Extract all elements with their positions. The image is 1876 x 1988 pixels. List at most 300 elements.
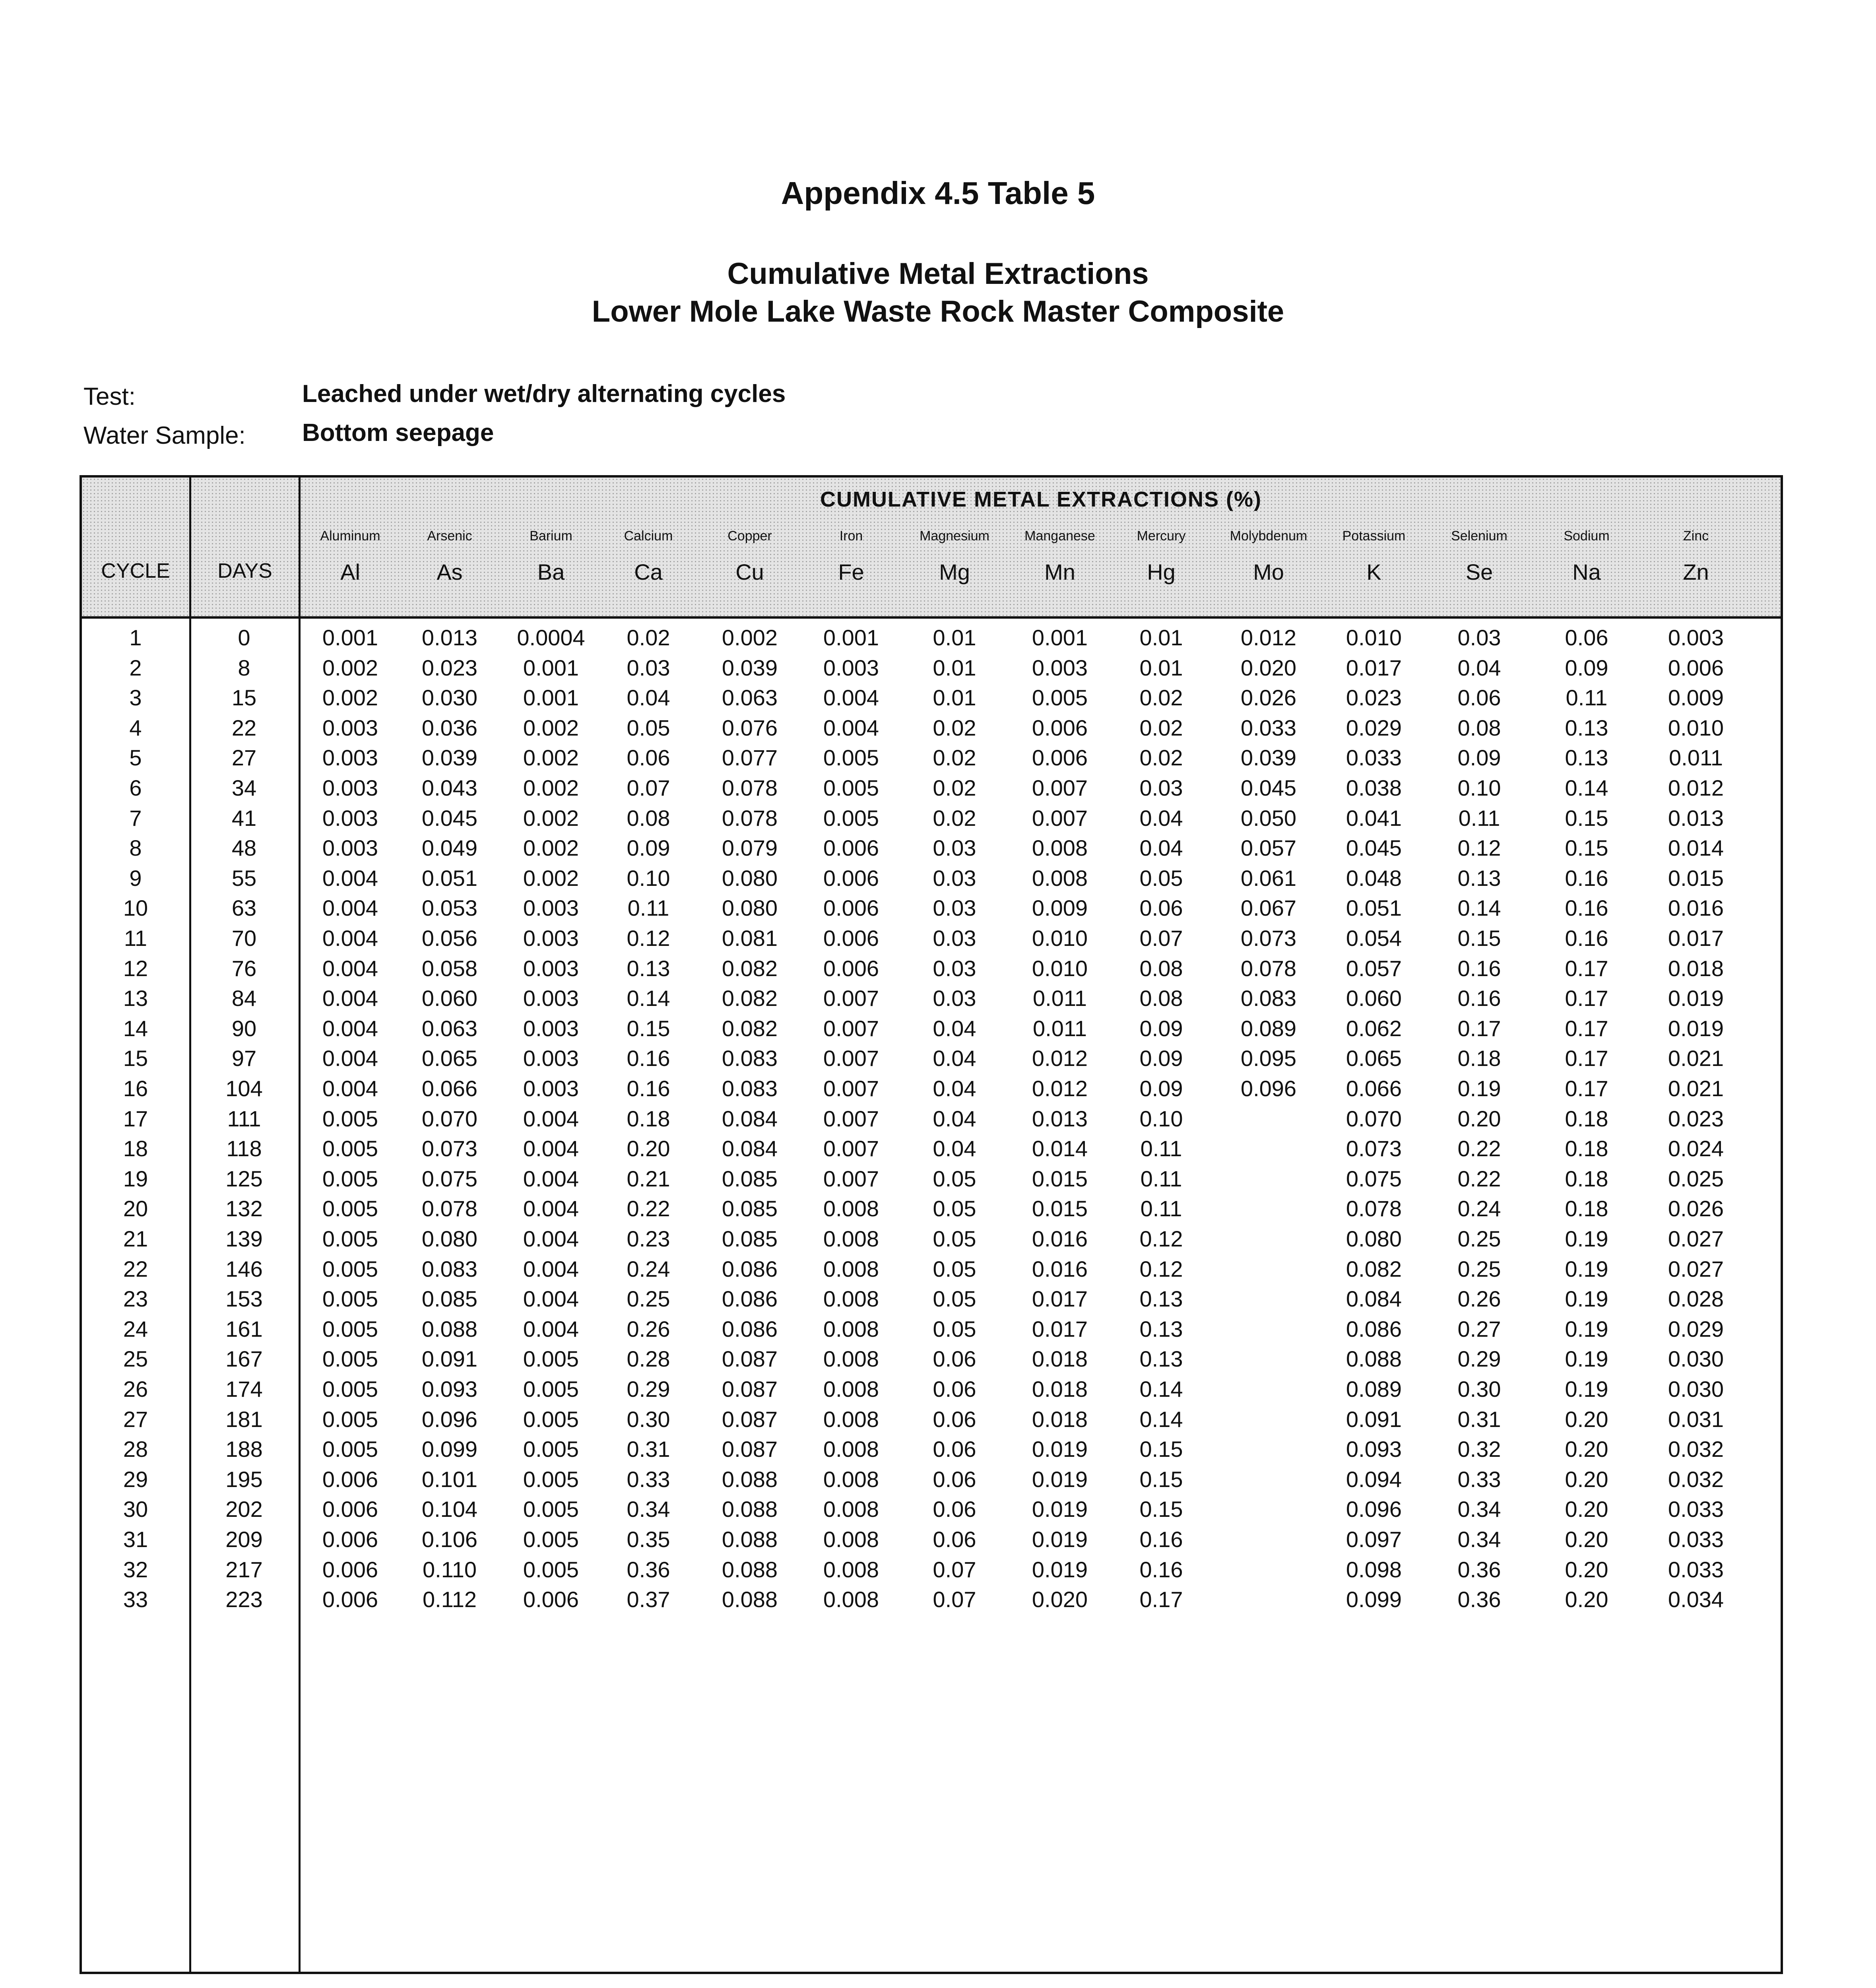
table-cell: 0.030 xyxy=(1668,1376,1724,1402)
table-cell: 0.29 xyxy=(1457,1346,1501,1372)
table-cell: 0.36 xyxy=(1457,1557,1501,1582)
element-name: Barium xyxy=(530,528,572,544)
table-cell: 0.34 xyxy=(1457,1497,1501,1522)
table-cell: 0.003 xyxy=(523,986,579,1011)
table-row xyxy=(82,685,1781,715)
table-cell: 25 xyxy=(123,1346,148,1372)
table-cell: 167 xyxy=(225,1346,263,1372)
table-cell: 0.087 xyxy=(722,1346,778,1372)
table-cell: 0.02 xyxy=(1139,745,1183,771)
table-cell: 0.008 xyxy=(823,1226,879,1251)
table-cell: 0.28 xyxy=(627,1346,670,1372)
table-cell: 0.048 xyxy=(1346,865,1402,891)
table-cell: 0.005 xyxy=(523,1557,579,1582)
table-cell: 0.088 xyxy=(722,1527,778,1552)
table-cell: 0.13 xyxy=(1565,715,1608,740)
table-cell: 0.091 xyxy=(1346,1406,1402,1432)
table-cell: 0.039 xyxy=(722,655,778,680)
table-cell: 0.101 xyxy=(421,1466,478,1492)
table-cell: 0.015 xyxy=(1032,1166,1088,1191)
table-cell: 0.020 xyxy=(1240,655,1297,680)
table-cell: 6 xyxy=(129,775,142,800)
table-cell: 9 xyxy=(129,865,142,891)
table-cell: 223 xyxy=(225,1587,263,1612)
table-cell: 2 xyxy=(129,655,142,680)
table-cell: 0.007 xyxy=(823,1166,879,1191)
table-cell: 17 xyxy=(123,1106,148,1131)
table-cell: 0.011 xyxy=(1033,986,1087,1011)
table-cell: 0.33 xyxy=(1457,1466,1501,1492)
table-cell: 0.09 xyxy=(1139,1046,1183,1071)
table-cell: 14 xyxy=(123,1015,148,1041)
table-cell: 0.13 xyxy=(1139,1346,1183,1372)
table-cell: 0.011 xyxy=(1033,1015,1087,1041)
table-cell: 0.005 xyxy=(823,745,879,771)
table-cell: 132 xyxy=(225,1196,263,1221)
table-cell: 0.003 xyxy=(322,745,378,771)
table-cell: 0.008 xyxy=(823,1346,879,1372)
table-cell: 70 xyxy=(231,926,257,951)
table-cell: 8 xyxy=(238,655,250,680)
table-cell: 0.021 xyxy=(1668,1076,1724,1101)
table-cell: 23 xyxy=(123,1286,148,1312)
table-cell: 0.006 xyxy=(823,835,879,861)
table-cell: 27 xyxy=(231,745,257,771)
table-cell: 0.013 xyxy=(421,625,478,650)
table-cell: 0.16 xyxy=(1139,1557,1183,1582)
table-cell: 0.003 xyxy=(523,1046,579,1071)
table-cell: 0.05 xyxy=(933,1256,976,1281)
table-cell: 0.003 xyxy=(322,835,378,861)
table-cell: 0.12 xyxy=(1457,835,1501,861)
element-name: Aluminum xyxy=(320,528,380,544)
table-cell: 0.049 xyxy=(421,835,478,861)
table-cell: 139 xyxy=(225,1226,263,1251)
table-cell: 0.18 xyxy=(1565,1166,1608,1191)
table-cell: 0.007 xyxy=(823,986,879,1011)
table-cell: 0.029 xyxy=(1668,1316,1724,1342)
table-cell: 0.36 xyxy=(1457,1587,1501,1612)
table-cell: 0.01 xyxy=(1139,655,1183,680)
table-cell: 0.096 xyxy=(1240,1076,1297,1101)
table-cell: 0.085 xyxy=(722,1196,778,1221)
table-row xyxy=(82,1316,1781,1346)
table-cell: 0.005 xyxy=(322,1346,378,1372)
table-cell: 0.008 xyxy=(823,1497,879,1522)
table-cell: 0.087 xyxy=(722,1406,778,1432)
table-cell: 0.02 xyxy=(933,715,976,740)
element-name: Potassium xyxy=(1342,528,1406,544)
table-cell: 0.014 xyxy=(1032,1136,1088,1161)
table-cell: 32 xyxy=(123,1557,148,1582)
table-cell: 0.10 xyxy=(1457,775,1501,800)
table-cell: 0.080 xyxy=(722,895,778,921)
table-cell: 0.010 xyxy=(1032,955,1088,981)
table-cell: 24 xyxy=(123,1316,148,1342)
table-cell: 0.015 xyxy=(1032,1196,1088,1221)
table-cell: 0.001 xyxy=(322,625,378,650)
table-cell: 34 xyxy=(231,775,257,800)
table-cell: 21 xyxy=(123,1226,148,1251)
table-cell: 0.006 xyxy=(322,1497,378,1522)
table-cell: 0.005 xyxy=(322,1106,378,1131)
table-cell: 0.07 xyxy=(1139,926,1183,951)
element-name: Manganese xyxy=(1024,528,1095,544)
table-cell: 0.008 xyxy=(823,1376,879,1402)
table-cell: 0.017 xyxy=(1346,655,1402,680)
table-cell: 0.06 xyxy=(933,1406,976,1432)
table-cell: 0.006 xyxy=(523,1587,579,1612)
table-cell: 0.03 xyxy=(933,835,976,861)
table-cell: 0.005 xyxy=(523,1437,579,1462)
element-name: Molybdenum xyxy=(1230,528,1308,544)
table-cell: 0.007 xyxy=(823,1136,879,1161)
table-cell: 0.019 xyxy=(1032,1527,1088,1552)
table-cell: 0.008 xyxy=(823,1466,879,1492)
table-cell: 0.056 xyxy=(421,926,478,951)
table-cell: 153 xyxy=(225,1286,263,1312)
table-row xyxy=(82,1106,1781,1136)
table-cell: 0.006 xyxy=(322,1587,378,1612)
table-cell: 0.013 xyxy=(1032,1106,1088,1131)
table-cell: 0.34 xyxy=(627,1497,670,1522)
table-cell: 0.083 xyxy=(722,1076,778,1101)
table-cell: 0.075 xyxy=(1346,1166,1402,1191)
table-cell: 0.04 xyxy=(933,1046,976,1071)
table-cell: 0.07 xyxy=(933,1587,976,1612)
table-cell: 0.007 xyxy=(823,1106,879,1131)
water-sample-label: Water Sample: xyxy=(83,422,246,449)
table-cell: 0.18 xyxy=(1565,1106,1608,1131)
table-cell: 0.001 xyxy=(523,655,579,680)
table-cell: 0.26 xyxy=(627,1316,670,1342)
table-cell: 0.025 xyxy=(1668,1166,1724,1191)
element-symbol: K xyxy=(1366,559,1381,584)
table-cell: 0.008 xyxy=(823,1587,879,1612)
table-cell: 0.110 xyxy=(423,1557,477,1582)
table-cell: 0.08 xyxy=(1139,955,1183,981)
table-cell: 0.18 xyxy=(627,1106,670,1131)
table-cell: 0.005 xyxy=(523,1497,579,1522)
element-symbol: Cu xyxy=(735,559,764,584)
table-cell: 0.12 xyxy=(1139,1256,1183,1281)
table-cell: 0.005 xyxy=(1032,685,1088,711)
table-cell: 0.045 xyxy=(1240,775,1297,800)
table-cell: 0.16 xyxy=(1457,955,1501,981)
table-cell: 0.07 xyxy=(627,775,670,800)
table-cell: 0.13 xyxy=(1139,1316,1183,1342)
table-cell: 0.067 xyxy=(1240,895,1297,921)
element-symbol: Na xyxy=(1572,559,1601,584)
table-cell: 0.002 xyxy=(322,655,378,680)
table-cell: 0.017 xyxy=(1032,1316,1088,1342)
element-name: Magnesium xyxy=(920,528,989,544)
table-cell: 0.26 xyxy=(1457,1286,1501,1312)
table-cell: 48 xyxy=(231,835,257,861)
table-cell: 0.15 xyxy=(1139,1497,1183,1522)
table-cell: 0.09 xyxy=(627,835,670,861)
table-cell: 0.20 xyxy=(1565,1527,1608,1552)
table-cell: 181 xyxy=(225,1406,263,1432)
table-cell: 0.016 xyxy=(1032,1256,1088,1281)
table-cell: 0.006 xyxy=(322,1466,378,1492)
table-cell: 0.005 xyxy=(523,1527,579,1552)
table-cell: 0.02 xyxy=(933,745,976,771)
table-cell: 0.20 xyxy=(1565,1497,1608,1522)
table-cell: 0.082 xyxy=(722,1015,778,1041)
table-row xyxy=(82,745,1781,775)
table-cell: 0.17 xyxy=(1139,1587,1183,1612)
table-cell: 0.05 xyxy=(933,1166,976,1191)
table-cell: 0.003 xyxy=(823,655,879,680)
table-cell: 0.005 xyxy=(523,1346,579,1372)
table-cell: 0.03 xyxy=(933,926,976,951)
table-cell: 0.04 xyxy=(1457,655,1501,680)
table-cell: 0.17 xyxy=(1565,986,1608,1011)
table-cell: 0.019 xyxy=(1668,1015,1724,1041)
table-cell: 0.026 xyxy=(1668,1196,1724,1221)
table-cell: 209 xyxy=(225,1527,263,1552)
table-cell: 76 xyxy=(231,955,257,981)
table-row xyxy=(82,805,1781,835)
table-cell: 0.005 xyxy=(322,1136,378,1161)
table-cell: 0.013 xyxy=(1668,805,1724,831)
table-cell: 0.002 xyxy=(722,625,778,650)
data-table xyxy=(80,475,1783,1974)
table-cell: 0.008 xyxy=(823,1557,879,1582)
table-cell: 0.004 xyxy=(523,1166,579,1191)
table-cell: 0.03 xyxy=(627,655,670,680)
element-symbol: Ca xyxy=(634,559,663,584)
table-cell: 0.14 xyxy=(1457,895,1501,921)
table-cell: 0.34 xyxy=(1457,1527,1501,1552)
table-cell: 0.005 xyxy=(322,1406,378,1432)
table-cell: 0.16 xyxy=(1565,926,1608,951)
table-cell: 0.002 xyxy=(523,745,579,771)
table-cell: 97 xyxy=(231,1046,257,1071)
table-cell: 0.02 xyxy=(933,775,976,800)
table-cell: 0.061 xyxy=(1240,865,1297,891)
table-cell: 0.045 xyxy=(1346,835,1402,861)
table-cell: 4 xyxy=(129,715,142,740)
table-cell: 0.003 xyxy=(523,955,579,981)
table-cell: 0.033 xyxy=(1668,1557,1724,1582)
element-symbol: Mn xyxy=(1044,559,1075,584)
table-cell: 0.22 xyxy=(627,1196,670,1221)
table-cell: 0.008 xyxy=(823,1527,879,1552)
table-cell: 0.37 xyxy=(627,1587,670,1612)
table-cell: 0.087 xyxy=(722,1376,778,1402)
table-row xyxy=(82,1076,1781,1106)
table-cell: 0.017 xyxy=(1668,926,1724,951)
table-cell: 0.083 xyxy=(722,1046,778,1071)
table-cell: 0.08 xyxy=(1139,986,1183,1011)
table-cell: 0.003 xyxy=(1032,655,1088,680)
table-cell: 0.112 xyxy=(423,1587,477,1612)
table-cell: 0.082 xyxy=(722,955,778,981)
table-cell: 0.078 xyxy=(1240,955,1297,981)
table-cell: 0.080 xyxy=(1346,1226,1402,1251)
table-cell: 0.078 xyxy=(421,1196,478,1221)
table-cell: 0.002 xyxy=(322,685,378,711)
table-cell: 0.06 xyxy=(933,1466,976,1492)
table-cell: 0.077 xyxy=(722,745,778,771)
table-cell: 0.005 xyxy=(523,1406,579,1432)
table-cell: 0.028 xyxy=(1668,1286,1724,1312)
table-cell: 0.015 xyxy=(1668,865,1724,891)
table-cell: 0.018 xyxy=(1032,1346,1088,1372)
table-cell: 0.06 xyxy=(933,1437,976,1462)
table-row xyxy=(82,715,1781,745)
table-cell: 0.009 xyxy=(1032,895,1088,921)
table-cell: 0.005 xyxy=(322,1316,378,1342)
table-cell: 111 xyxy=(227,1106,261,1131)
table-cell: 0.16 xyxy=(627,1076,670,1101)
table-cell: 0.006 xyxy=(823,895,879,921)
test-value: Leached under wet/dry alternating cycles xyxy=(302,380,786,408)
table-cell: 0.15 xyxy=(1565,835,1608,861)
table-cell: 0.003 xyxy=(322,805,378,831)
table-cell: 0.02 xyxy=(1139,715,1183,740)
table-cell: 0.04 xyxy=(933,1015,976,1041)
table-cell: 0.04 xyxy=(627,685,670,711)
table-cell: 0.005 xyxy=(322,1286,378,1312)
table-cell: 0.002 xyxy=(523,715,579,740)
table-cell: 0.02 xyxy=(933,805,976,831)
table-cell: 0.05 xyxy=(933,1286,976,1312)
table-cell: 0.012 xyxy=(1668,775,1724,800)
table-cell: 0.25 xyxy=(627,1286,670,1312)
element-name: Arsenic xyxy=(427,528,472,544)
table-cell: 0.030 xyxy=(1668,1346,1724,1372)
water-sample-value: Bottom seepage xyxy=(302,419,494,447)
table-cell: 0.14 xyxy=(1565,775,1608,800)
table-cell: 0.085 xyxy=(722,1166,778,1191)
table-cell: 16 xyxy=(123,1076,148,1101)
table-cell: 84 xyxy=(231,986,257,1011)
table-cell: 30 xyxy=(123,1497,148,1522)
table-cell: 0.034 xyxy=(1668,1587,1724,1612)
table-cell: 0.19 xyxy=(1565,1256,1608,1281)
table-row xyxy=(82,1045,1781,1076)
element-name: Selenium xyxy=(1451,528,1507,544)
table-cell: 0.16 xyxy=(1457,986,1501,1011)
table-cell: 0.03 xyxy=(933,986,976,1011)
table-cell: 11 xyxy=(124,926,147,951)
table-cell: 0.14 xyxy=(1139,1406,1183,1432)
table-cell: 0.05 xyxy=(933,1196,976,1221)
table-cell: 0.079 xyxy=(722,835,778,861)
table-cell: 0.039 xyxy=(1240,745,1297,771)
table-cell: 0.036 xyxy=(421,715,478,740)
table-cell: 0.004 xyxy=(523,1106,579,1131)
element-symbol: As xyxy=(437,559,463,584)
table-cell: 0.076 xyxy=(722,715,778,740)
table-cell: 0.04 xyxy=(933,1136,976,1161)
table-cell: 27 xyxy=(123,1406,148,1432)
table-cell: 0.086 xyxy=(722,1286,778,1312)
table-cell: 0.004 xyxy=(322,986,378,1011)
table-cell: 0.33 xyxy=(627,1466,670,1492)
table-cell: 0.019 xyxy=(1032,1497,1088,1522)
table-cell: 0.16 xyxy=(1565,895,1608,921)
table-row xyxy=(82,925,1781,955)
table-cell: 0.053 xyxy=(421,895,478,921)
table-cell: 0.11 xyxy=(1140,1136,1182,1161)
table-cell: 0.006 xyxy=(1032,715,1088,740)
element-name: Copper xyxy=(728,528,772,544)
table-cell: 0.12 xyxy=(1139,1226,1183,1251)
table-cell: 0.002 xyxy=(523,835,579,861)
table-cell: 0.15 xyxy=(1457,926,1501,951)
appendix-title: Appendix 4.5 Table 5 xyxy=(781,175,1095,211)
table-cell: 0.20 xyxy=(1565,1406,1608,1432)
element-symbol: Se xyxy=(1465,559,1493,584)
table-cell: 0.32 xyxy=(1457,1437,1501,1462)
table-cell: 0.095 xyxy=(1240,1046,1297,1071)
table-cell: 13 xyxy=(123,986,148,1011)
table-cell: 0.023 xyxy=(1668,1106,1724,1131)
table-cell: 0.093 xyxy=(1346,1437,1402,1462)
table-cell: 146 xyxy=(225,1256,263,1281)
table-cell: 0.011 xyxy=(1669,745,1723,771)
table-cell: 0.09 xyxy=(1139,1015,1183,1041)
table-row xyxy=(82,985,1781,1015)
table-cell: 0.13 xyxy=(627,955,670,981)
table-cell: 0.23 xyxy=(627,1226,670,1251)
table-row xyxy=(82,1406,1781,1437)
table-cell: 0.005 xyxy=(523,1466,579,1492)
table-cell: 0.005 xyxy=(322,1437,378,1462)
table-cell: 0.086 xyxy=(722,1256,778,1281)
table-cell: 0.010 xyxy=(1346,625,1402,650)
table-cell: 0.02 xyxy=(1139,685,1183,711)
table-cell: 0.088 xyxy=(722,1557,778,1582)
table-cell: 0.05 xyxy=(933,1226,976,1251)
table-cell: 0.007 xyxy=(1032,775,1088,800)
table-cell: 0.001 xyxy=(523,685,579,711)
table-cell: 0.070 xyxy=(1346,1106,1402,1131)
table-cell: 0.11 xyxy=(1566,685,1608,711)
table-cell: 0.088 xyxy=(1346,1346,1402,1372)
table-cell: 0.27 xyxy=(1457,1316,1501,1342)
table-cell: 0.19 xyxy=(1565,1346,1608,1372)
table-cell: 0.14 xyxy=(627,986,670,1011)
table-cell: 0.05 xyxy=(933,1316,976,1342)
table-cell: 0.066 xyxy=(421,1076,478,1101)
table-cell: 0.065 xyxy=(421,1046,478,1071)
table-cell: 0.070 xyxy=(421,1106,478,1131)
table-cell: 0.024 xyxy=(1668,1136,1724,1161)
table-cell: 0.007 xyxy=(1032,805,1088,831)
table-cell: 0.16 xyxy=(1565,865,1608,891)
table-cell: 22 xyxy=(231,715,257,740)
table-cell: 0.17 xyxy=(1565,1076,1608,1101)
table-cell: 22 xyxy=(123,1256,148,1281)
table-cell: 0.003 xyxy=(523,895,579,921)
table-cell: 0.18 xyxy=(1457,1046,1501,1071)
table-cell: 0.084 xyxy=(722,1106,778,1131)
table-cell: 0.088 xyxy=(722,1587,778,1612)
table-cell: 0.15 xyxy=(627,1015,670,1041)
table-cell: 26 xyxy=(123,1376,148,1402)
table-cell: 19 xyxy=(123,1166,148,1191)
table-cell: 33 xyxy=(123,1587,148,1612)
table-row xyxy=(82,1256,1781,1286)
table-cell: 0.006 xyxy=(823,926,879,951)
table-cell: 0.08 xyxy=(627,805,670,831)
table-cell: 0.18 xyxy=(1565,1196,1608,1221)
